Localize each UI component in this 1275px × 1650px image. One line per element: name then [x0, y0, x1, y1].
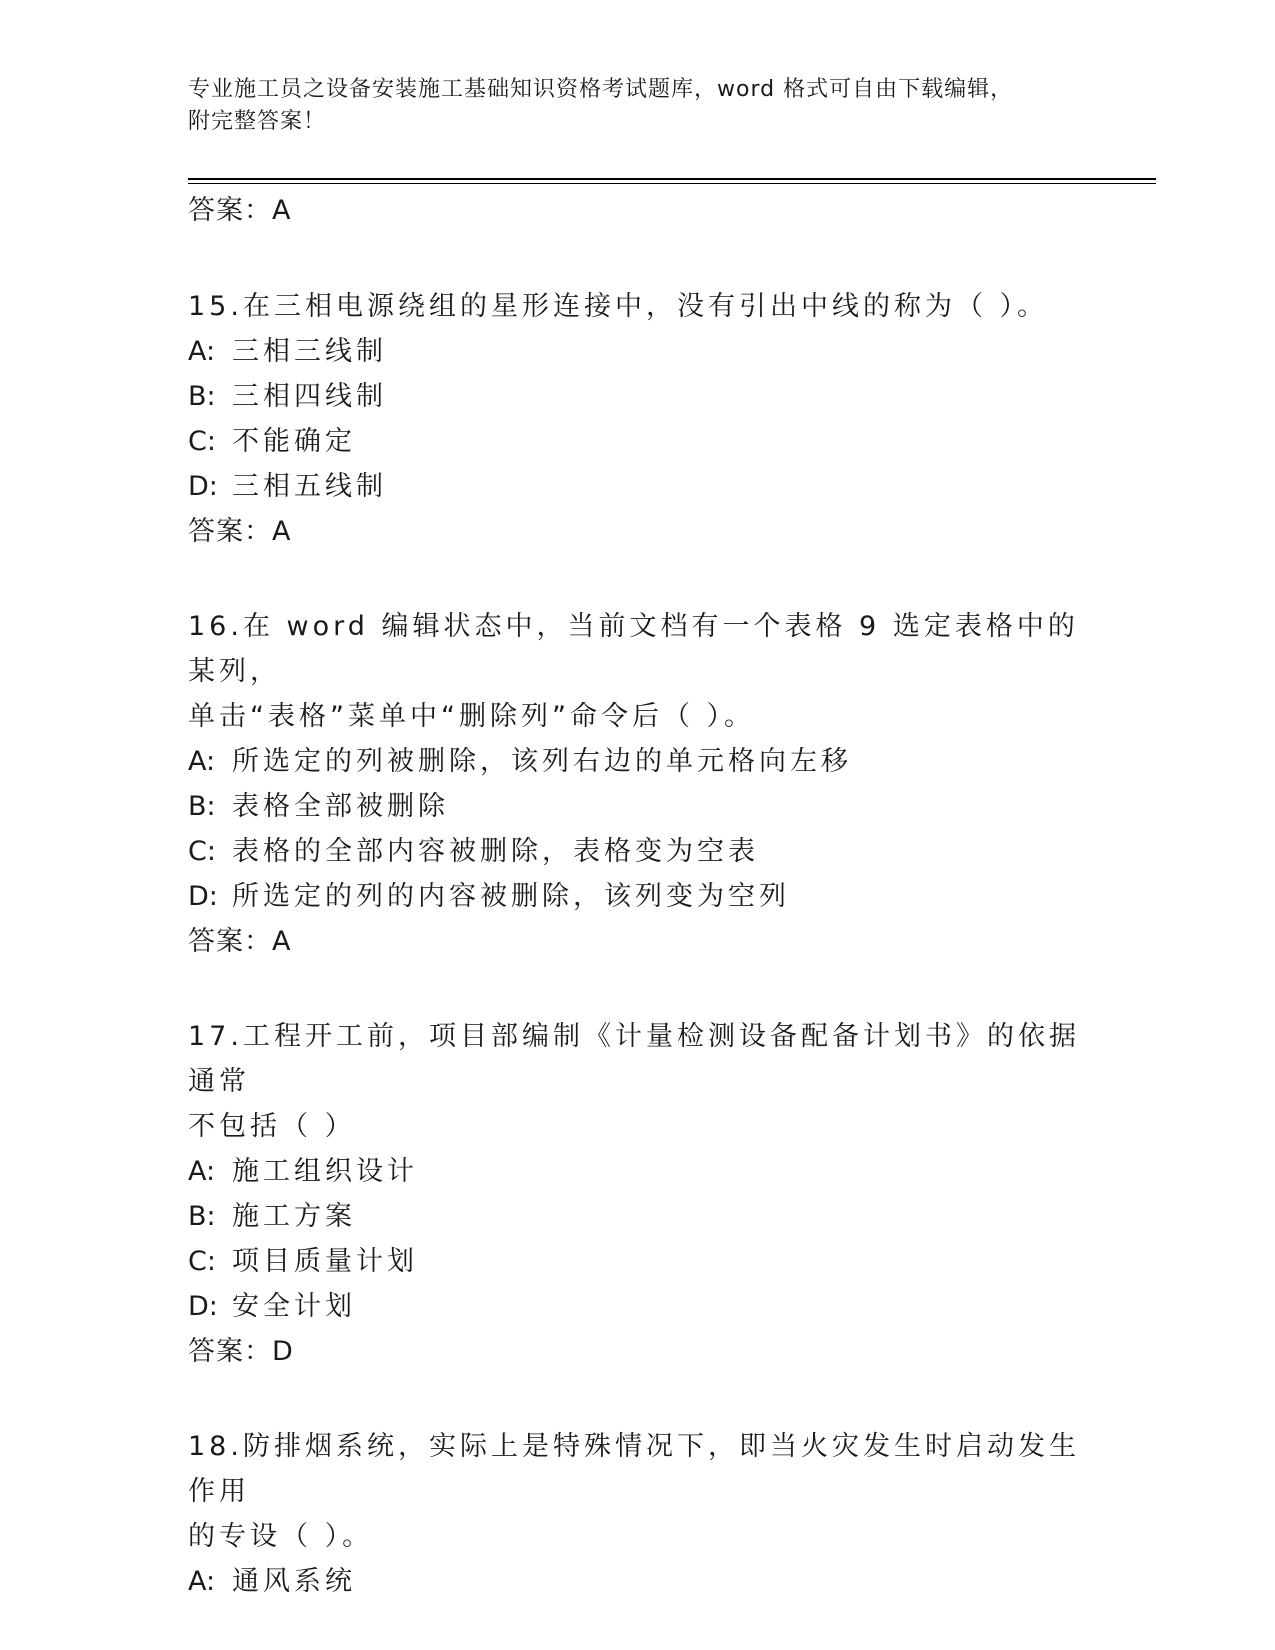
option-key: D:	[188, 881, 218, 912]
option-b	[188, 374, 1088, 419]
document-header	[188, 74, 1088, 138]
option-key: B:	[188, 791, 216, 822]
question-stem-line-2: 不包括（ ）	[188, 1111, 356, 1142]
answer-label: 答案：A	[188, 516, 292, 547]
answer-label: 答案：A	[188, 926, 292, 957]
question-16	[188, 604, 1088, 964]
option-text: 所选定的列被删除，该列右边的单元格向左移	[232, 746, 852, 777]
previous-answer: 答案：A	[188, 195, 292, 226]
question-17	[188, 1014, 1088, 1374]
option-text: 表格的全部内容被删除，表格变为空表	[232, 836, 759, 867]
option-key: A:	[188, 1156, 216, 1187]
question-list	[188, 192, 1088, 1604]
question-stem-line-1: 17.工程开工前，项目部编制《计量检测设备配备计划书》的依据通常	[188, 1021, 1080, 1097]
option-text: 施工组织设计	[232, 1156, 418, 1187]
option-text: 表格全部被删除	[232, 791, 449, 822]
question-stem: 15.在三相电源绕组的星形连接中，没有引出中线的称为（ ）。	[188, 291, 1049, 322]
option-c	[188, 419, 1088, 464]
option-text: 项目质量计划	[232, 1246, 418, 1277]
question-18	[188, 1424, 1088, 1604]
option-text: 三相三线制	[232, 336, 387, 367]
option-key: A:	[188, 336, 216, 367]
answer-label: 答案：D	[188, 1336, 294, 1367]
option-d	[188, 464, 1088, 509]
option-text: 三相五线制	[232, 471, 387, 502]
option-a	[188, 329, 1088, 374]
question-stem-line-1: 16.在 word 编辑状态中，当前文档有一个表格 9 选定表格中的某列，	[188, 611, 1079, 687]
option-a	[188, 1149, 1088, 1194]
option-a	[188, 1559, 1088, 1604]
option-key: A:	[188, 746, 216, 777]
option-d	[188, 874, 1088, 919]
option-text: 不能确定	[232, 426, 356, 457]
option-text: 通风系统	[232, 1566, 356, 1597]
option-key: A:	[188, 1566, 216, 1597]
question-stem-line-2: 的专设（ ）。	[188, 1521, 374, 1552]
option-key: D:	[188, 1291, 218, 1322]
option-d	[188, 1284, 1088, 1329]
option-c	[188, 829, 1088, 874]
option-key: D:	[188, 471, 218, 502]
option-text: 施工方案	[232, 1201, 356, 1232]
header-divider-thin	[188, 183, 1156, 184]
question-stem-line-1: 18.防排烟系统，实际上是特殊情况下，即当火灾发生时启动发生作用	[188, 1431, 1080, 1507]
option-c	[188, 1239, 1088, 1284]
option-b	[188, 784, 1088, 829]
option-text: 三相四线制	[232, 381, 387, 412]
option-key: B:	[188, 381, 216, 412]
option-text: 所选定的列的内容被删除，该列变为空列	[232, 881, 790, 912]
option-text: 安全计划	[232, 1291, 356, 1322]
option-key: C:	[188, 426, 216, 457]
header-line-1: 专业施工员之设备安装施工基础知识资格考试题库，word 格式可自由下载编辑，	[188, 77, 1014, 102]
question-15	[188, 284, 1088, 554]
option-b	[188, 1194, 1088, 1239]
question-stem-line-2: 单击“表格”菜单中“删除列”命令后（ ）。	[188, 701, 756, 732]
header-line-2: 附完整答案！	[188, 109, 327, 134]
option-key: C:	[188, 1246, 216, 1277]
option-key: B:	[188, 1201, 216, 1232]
header-divider-thick	[188, 178, 1156, 180]
option-key: C:	[188, 836, 216, 867]
option-a	[188, 739, 1088, 784]
